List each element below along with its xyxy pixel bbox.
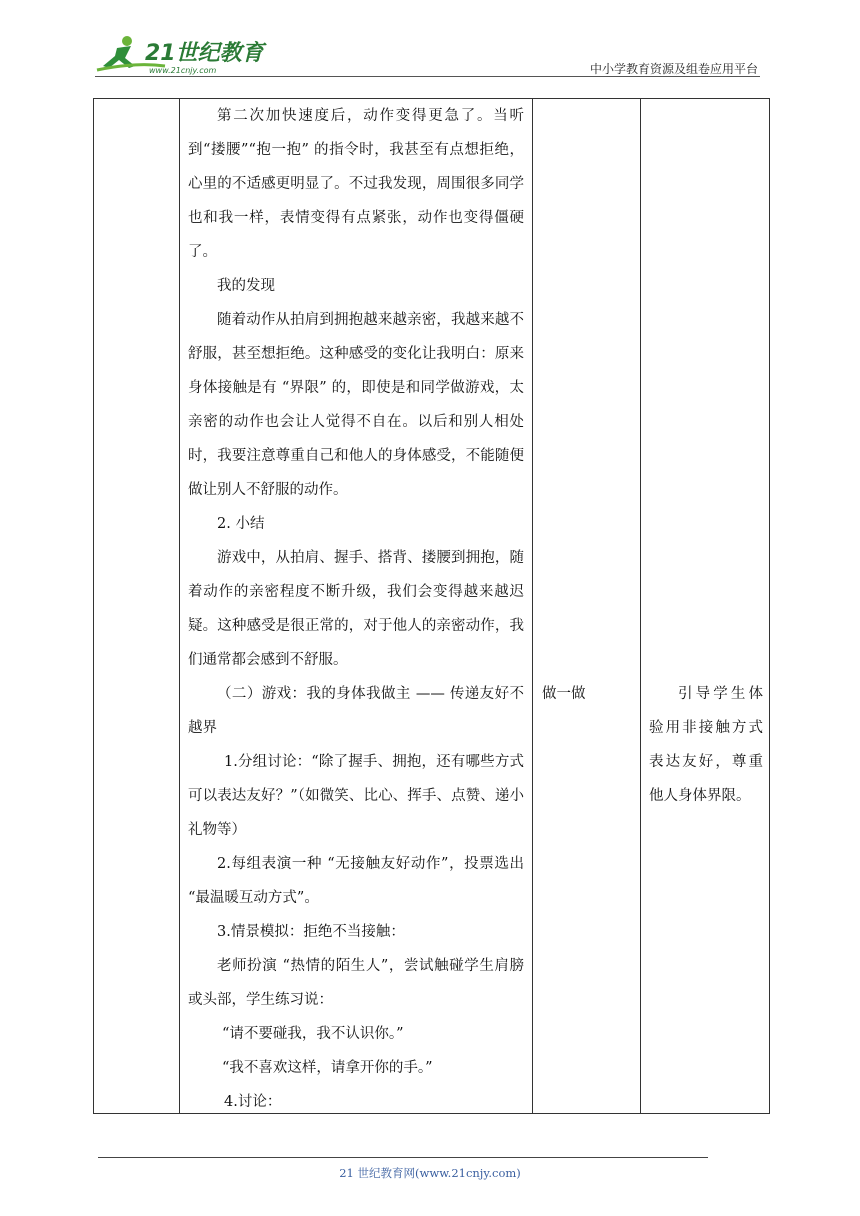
- content-cell: [180, 99, 533, 1114]
- paragraph-quote-2: “我不喜欢这样，请拿开你的手。”: [222, 1060, 433, 1076]
- header-platform-text: 中小学教育资源及组卷应用平台: [589, 62, 758, 76]
- header-divider: [95, 76, 760, 77]
- paragraph-5: 2.每组表演一种 “无接触友好动作”，投票选出 “最温暖互动方式”。: [188, 856, 524, 906]
- footer-divider: [98, 1157, 708, 1158]
- page-header: [95, 28, 760, 78]
- paragraph-game-heading: （二）游戏：我的身体我做主 —— 传递友好不越界: [188, 686, 524, 736]
- paragraph-summary-heading: 2. 小结: [217, 516, 265, 532]
- page-footer: 21 世纪教育网(www.21cnjy.com): [339, 1166, 521, 1180]
- intent-cell: [641, 99, 770, 1114]
- lesson-table: [93, 98, 770, 1114]
- stage-cell: [94, 99, 180, 1114]
- paragraph-3: 游戏中，从拍肩、握手、搭背、搂腰到拥抱，随着动作的亲密程度不断升级，我们会变得越来越迟疑。这种感受是很正常的，对于他人的亲密动作，我们通常都会感到不舒服。: [188, 550, 524, 668]
- activity-text: 做一做: [542, 686, 586, 702]
- paragraph-1: 第二次加快速度后，动作变得更急了。当听到“搂腰”“抱一抱” 的指令时，我甚至有点想拒绝，心里的不适感更明显了。不过我发现，周围很多同学也和我一样，表情变得有点紧张，动作也变得僵硬了。: [188, 108, 524, 260]
- site-logo: [95, 32, 295, 76]
- paragraph-quote-1: “请不要碰我，我不认识你。”: [222, 1026, 404, 1042]
- paragraph-2: 随着动作从拍肩到拥抱越来越亲密，我越来越不舒服，甚至想拒绝。这种感受的变化让我明白：原来身体接触是有 “界限” 的，即使是和同学做游戏，太亲密的动作也会让人觉得不自在。以后和别人相处时，我要注意尊重自己和他人的身体感受，不能随便做让别人不舒服的动作。: [188, 312, 524, 498]
- paragraph-7: 老师扮演 “热情的陌生人”，尝试触碰学生肩膀或头部，学生练习说：: [188, 958, 524, 1008]
- logo-url: www.21cnjy.com: [149, 66, 217, 75]
- paragraph-discuss: 4.讨论：: [224, 1094, 282, 1110]
- paragraph-4: 1.分组讨论：“除了握手、拥抱，还有哪些方式可以表达友好？”（如微笑、比心、挥手、点赞、递小礼物等）: [188, 754, 524, 838]
- table-row: [94, 99, 770, 1114]
- paragraph-heading-discovery: 我的发现: [217, 278, 275, 294]
- logo-head-icon: [122, 36, 132, 46]
- paragraph-6: 3.情景模拟：拒绝不当接触：: [217, 924, 405, 940]
- logo-text: 21世纪教育: [145, 41, 264, 66]
- intent-text: 引导学生体验用非接触方式表达友好，尊重他人身体界限。: [649, 686, 763, 804]
- activity-cell: [533, 99, 641, 1114]
